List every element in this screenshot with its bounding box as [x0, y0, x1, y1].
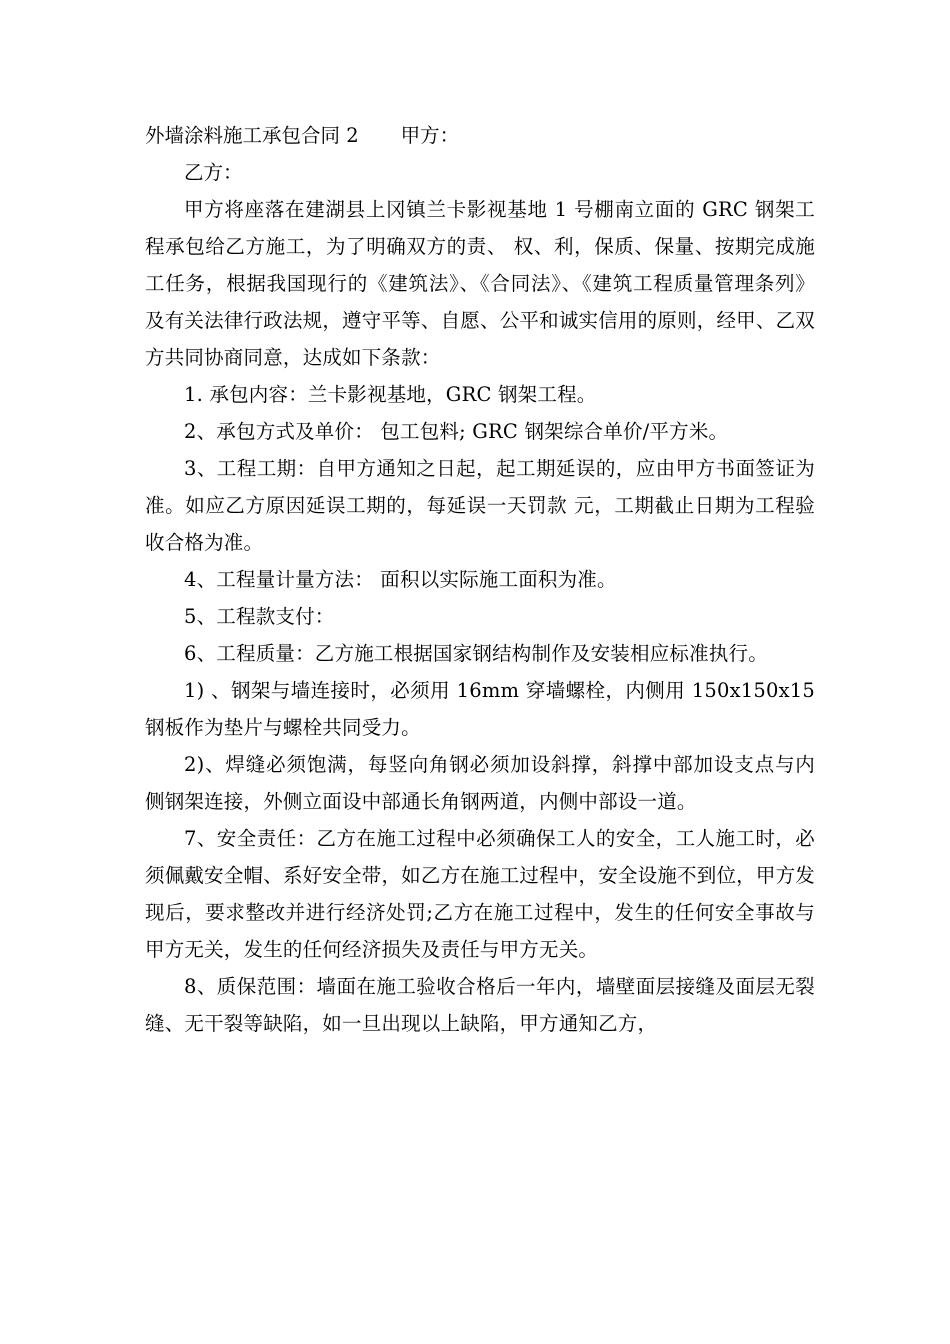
clause-1: 1. 承包内容：兰卡影视基地，GRC 钢架工程。 [184, 383, 597, 406]
clause-6-sub-1: 1) 、钢架与墙连接时，必须用 16mm 穿墙螺栓，内侧用 150x150x15 钢板作为垫片与螺栓共同受力。 [145, 679, 815, 739]
party-a-label: 甲方： [400, 124, 460, 147]
clause-4: 4、工程量计量方法： 面积以实际施工面积为准。 [184, 568, 617, 591]
clause-7: 7、安全责任：乙方在施工过程中必须确保工人的安全，工人施工时，必须佩戴安全帽、系好安全带，如乙方在施工过程中，安全设施不到位，甲方发现后，要求整改并进行经济处罚;乙方在施工过程中，发生的任何安全事故与甲方无关，发生的任何经济损失及责任与甲方无关。 [145, 827, 815, 961]
document-title: 外墙涂料施工承包合同 2 [145, 124, 359, 147]
document-page [145, 117, 815, 1042]
title-line [145, 117, 815, 154]
intro-paragraph: 甲方将座落在建湖县上冈镇兰卡影视基地 1 号棚南立面的 GRC 钢架工程承包给乙方施工，为了明确双方的责、 权、利，保质、保量、按期完成施工任务，根据我国现行的《建筑法》、《合同法》、《建筑工程质量管理条列》及有关法律行政法规，遵守平等、自愿、公平和诚实信用的原则，经甲、乙双方共同协商同意，达成如下条款： [145, 198, 815, 369]
party-b-label: 乙方： [184, 161, 243, 184]
clause-6: 6、工程质量：乙方施工根据国家钢结构制作及安装相应标准执行。 [184, 642, 768, 665]
clause-3: 3、工程工期：自甲方通知之日起，起工期延误的，应由甲方书面签证为准。如应乙方原因延误工期的，每延误一天罚款 元，工期截止日期为工程验收合格为准。 [145, 457, 815, 554]
clause-6-sub-2: 2)、焊缝必须饱满，每竖向角钢必须加设斜撑，斜撑中部加设支点与内侧钢架连接，外侧立面设中部通长角钢两道，内侧中部设一道。 [145, 753, 815, 813]
clause-5: 5、工程款支付： [184, 605, 335, 628]
clause-8: 8、质保范围：墙面在施工验收合格后一年内，墙壁面层接缝及面层无裂缝、无干裂等缺陷，如一旦出现以上缺陷，甲方通知乙方， [145, 975, 815, 1035]
clause-2: 2、承包方式及单价： 包工包料; GRC 钢架综合单价/平方米。 [184, 420, 729, 443]
